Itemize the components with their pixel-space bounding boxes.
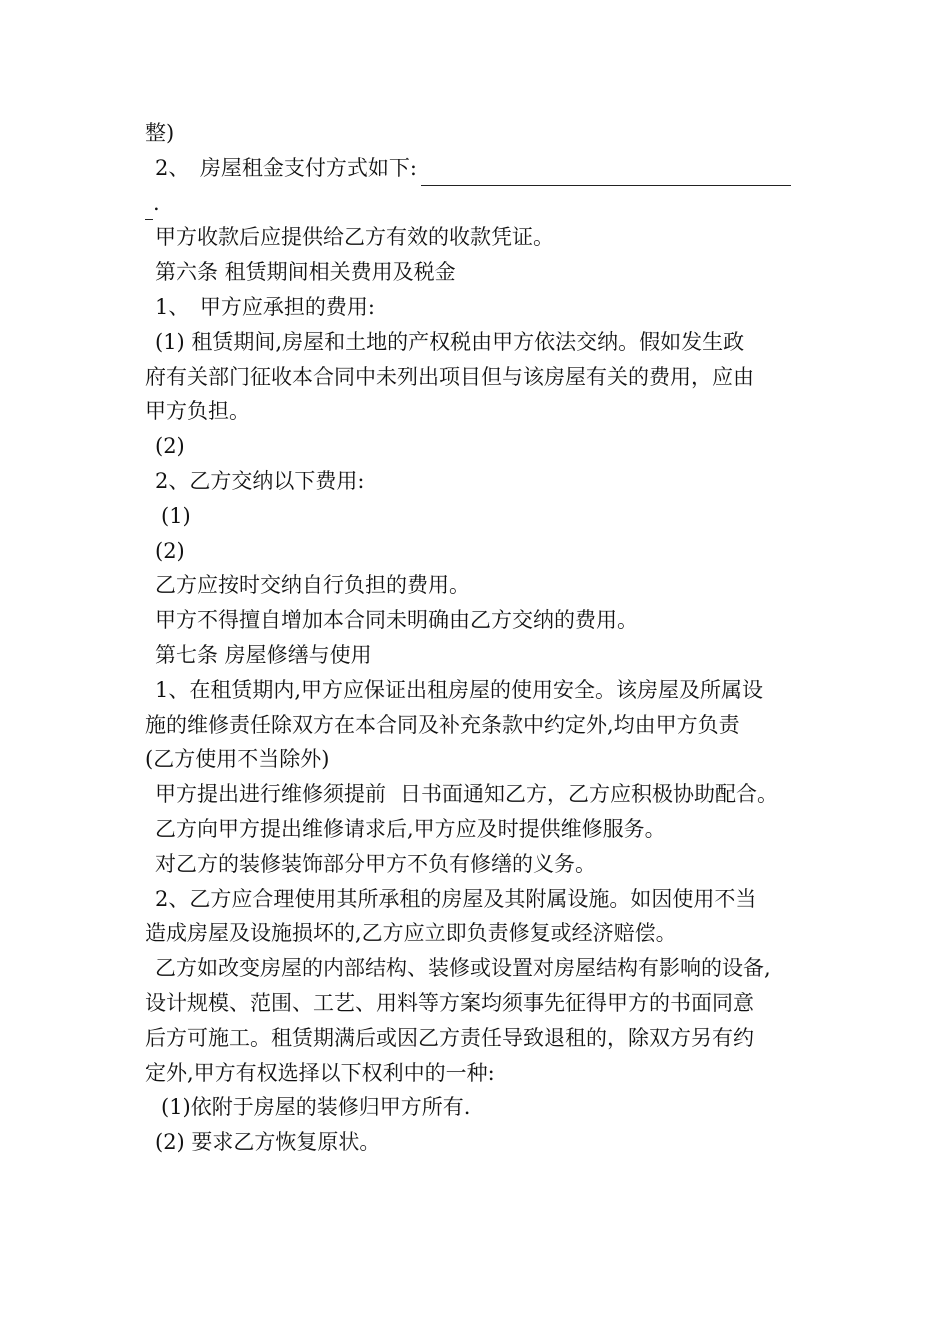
text-line: 对乙方的装修装饰部分甲方不负有修缮的义务。 [155,851,596,876]
text-line [145,151,815,186]
text-line: (1) 租赁期间,房屋和土地的产权税由甲方依法交纳。假如发生政 [155,329,745,354]
line-text: . [153,190,160,215]
text-line: 2、乙方交纳以下费用: [155,468,365,493]
text-line [145,186,815,221]
text-line: 府有关部门征收本合同中未列出项目但与该房屋有关的费用，应由 [145,364,754,389]
text-line: 后方可施工。租赁期满后或因乙方责任导致退租的，除双方另有约 [145,1025,754,1050]
text-line: 1、 甲方应承担的费用: [155,294,375,319]
line-text: 2、 房屋租金支付方式如下: [155,155,417,180]
text-line [145,777,815,812]
text-line: 1、在租赁期内,甲方应保证出租房屋的使用安全。该房屋及所属设 [155,677,764,702]
text-line: (2) 要求乙方恢复原状。 [155,1130,381,1155]
text-line: (2) [155,538,185,563]
text-line: 施的维修责任除双方在本合同及补充条款中约定外,均由甲方负责 [145,712,740,737]
document-body [145,116,815,1160]
text-line: 乙方应按时交纳自行负担的费用。 [155,573,470,598]
text-line: (乙方使用不当除外) [145,747,330,772]
text-line: 乙方向甲方提出维修请求后,甲方应及时提供维修服务。 [155,816,666,841]
text-line: 甲方收款后应提供给乙方有效的收款凭证。 [155,225,554,250]
text-line: 甲方负担。 [145,399,250,424]
text-line: 造成房屋及设施损坏的,乙方应立即负责修复或经济赔偿。 [145,921,677,946]
line-text: 甲方提出进行维修须提前 [155,782,386,807]
text-line: 定外,甲方有权选择以下权利中的一种: [145,1060,495,1085]
section-heading: 第六条 租赁期间相关费用及税金 [155,260,456,285]
section-heading: 第七条 房屋修缮与使用 [155,642,372,667]
fill-in-blank [421,163,791,186]
text-line: 2、乙方应合理使用其所承租的房屋及其附属设施。如因使用不当 [155,886,757,911]
text-line: 设计规模、范围、工艺、用料等方案均须事先征得甲方的书面同意 [145,990,754,1015]
text-line: 乙方如改变房屋的内部结构、装修或设置对房屋结构有影响的设备, [155,956,771,981]
text-line: (1)依附于房屋的装修归甲方所有. [161,1095,471,1120]
line-text: 日书面通知乙方，乙方应积极协助配合。 [400,782,778,807]
text-line: (1) [161,503,191,528]
fill-in-blank [145,197,153,220]
text-line: (2) [155,434,185,459]
text-line: 甲方不得擅自增加本合同未明确由乙方交纳的费用。 [155,608,638,633]
text-line: 整) [145,121,175,145]
